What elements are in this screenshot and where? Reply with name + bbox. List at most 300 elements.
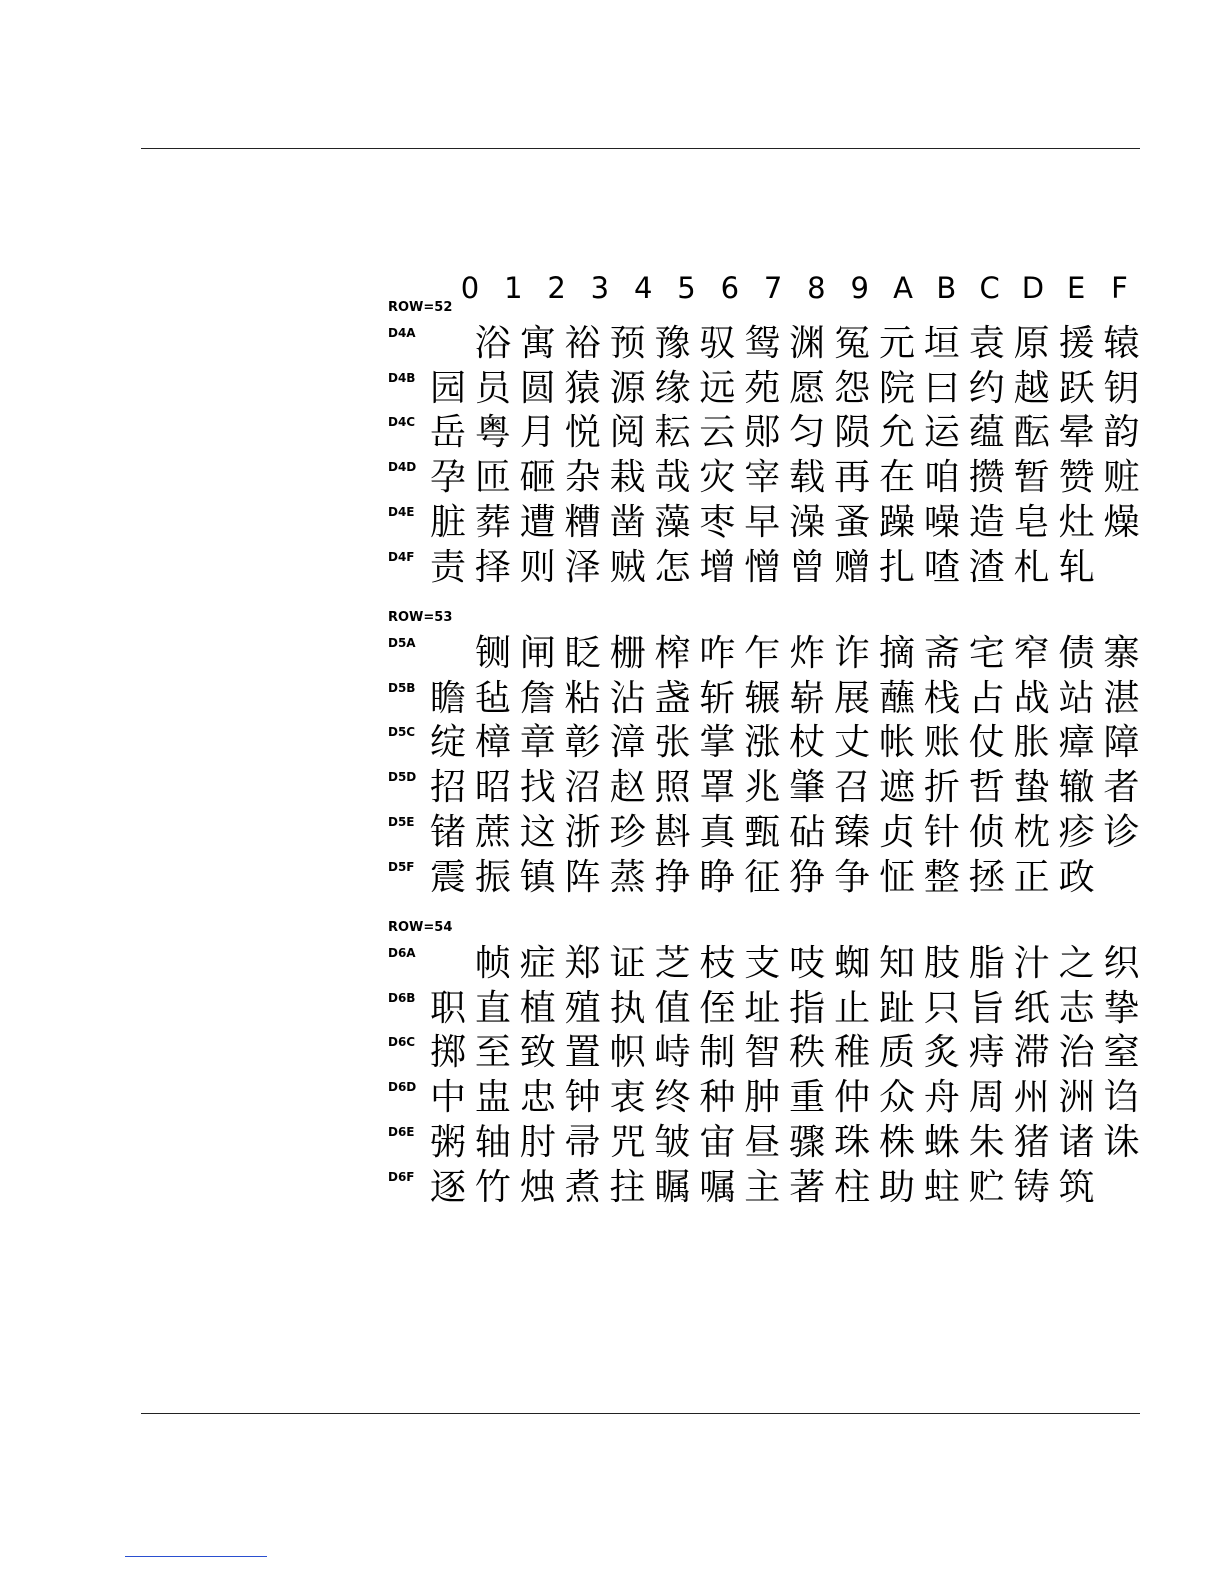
glyph-cell: 蛛 xyxy=(923,1121,960,1163)
glyph-cell: 正 xyxy=(1013,856,1050,898)
glyph-cell: 栅 xyxy=(609,633,646,674)
glyph-cell: 灾 xyxy=(699,457,736,499)
glyph-cell: 掌 xyxy=(699,722,736,764)
glyph-cell: 痔 xyxy=(968,1032,1005,1074)
glyph-cell: 砧 xyxy=(789,811,826,853)
glyph-row xyxy=(426,766,1146,810)
glyph-cell: 葬 xyxy=(474,501,511,543)
glyph-cell: 渣 xyxy=(968,546,1005,588)
glyph-cell: 债 xyxy=(1058,633,1095,674)
glyph-cell: 贮 xyxy=(968,1166,1005,1208)
glyph-cell: 载 xyxy=(789,457,826,499)
header-rule xyxy=(141,148,1140,149)
glyph-cell: 豫 xyxy=(654,323,691,364)
glyph-cell: 致 xyxy=(519,1032,556,1074)
glyph-cell: 著 xyxy=(789,1166,826,1208)
glyph-cell: 知 xyxy=(878,943,915,984)
glyph-cell: 圆 xyxy=(519,367,556,409)
glyph-cell: 仗 xyxy=(968,722,1005,764)
glyph-cell: 珠 xyxy=(834,1121,871,1163)
glyph-cell: 杂 xyxy=(564,457,601,499)
glyph-cell: 月 xyxy=(519,412,556,454)
glyph-cell: 钟 xyxy=(564,1077,601,1119)
glyph-cell: 招 xyxy=(429,767,466,809)
glyph-cell: 睁 xyxy=(699,856,736,898)
glyph-cell: 者 xyxy=(1103,767,1140,809)
glyph-cell: 张 xyxy=(654,722,691,764)
glyph-cell: 詹 xyxy=(519,677,556,719)
glyph-cell: 蘸 xyxy=(878,677,915,719)
row-code-label: D4D xyxy=(388,460,417,475)
glyph-cell: 蛰 xyxy=(1013,767,1050,809)
glyph-cell: 针 xyxy=(923,811,960,853)
glyph-cell: 赃 xyxy=(1103,457,1140,499)
glyph-cell: 执 xyxy=(609,987,646,1029)
glyph-cell: 辙 xyxy=(1058,767,1095,809)
column-header-9: 9 xyxy=(850,271,869,305)
glyph-cell: 冤 xyxy=(834,323,871,364)
glyph-cell: 真 xyxy=(699,811,736,853)
glyph-cell: 瞩 xyxy=(654,1166,691,1208)
glyph-cell: 咒 xyxy=(609,1121,646,1163)
glyph-cell: 再 xyxy=(834,457,871,499)
glyph-cell: 殖 xyxy=(564,987,601,1029)
row-code-label: D4E xyxy=(388,504,415,519)
glyph-cell: 糟 xyxy=(564,501,601,543)
glyph-cell: 郑 xyxy=(564,943,601,984)
glyph-cell: 周 xyxy=(968,1077,1005,1119)
glyph-cell: 澡 xyxy=(789,501,826,543)
glyph-cell: 疹 xyxy=(1058,811,1095,853)
glyph-cell: 站 xyxy=(1058,677,1095,719)
glyph-cell: 政 xyxy=(1058,856,1095,898)
glyph-cell: 漳 xyxy=(609,722,646,764)
column-header-2: 2 xyxy=(547,271,566,305)
glyph-cell: 猿 xyxy=(564,367,601,409)
glyph-cell: 增 xyxy=(699,546,736,588)
glyph-cell: 枝 xyxy=(699,943,736,984)
glyph-cell: 甄 xyxy=(744,811,781,853)
glyph-cell: 仲 xyxy=(834,1077,871,1119)
glyph-cell: 质 xyxy=(878,1032,915,1074)
glyph-cell: 闸 xyxy=(519,633,556,674)
glyph-cell: 原 xyxy=(1013,323,1050,364)
glyph-cell: 拄 xyxy=(609,1166,646,1208)
glyph-cell: 沼 xyxy=(564,767,601,809)
row-code-label: D6E xyxy=(388,1124,415,1139)
glyph-cell: 瞻 xyxy=(429,677,466,719)
glyph-cell: 峙 xyxy=(654,1032,691,1074)
glyph-cell: 运 xyxy=(923,412,960,454)
column-header-6: 6 xyxy=(720,271,740,305)
glyph-cell: 肘 xyxy=(519,1121,556,1163)
glyph-cell: 诛 xyxy=(1103,1121,1140,1163)
glyph-cell: 札 xyxy=(1013,546,1050,588)
glyph-cell: 众 xyxy=(878,1077,915,1119)
glyph-cell: 跃 xyxy=(1058,367,1095,409)
glyph-cell: 彰 xyxy=(564,722,601,764)
glyph-cell: 舟 xyxy=(923,1077,960,1119)
glyph-cell: 栽 xyxy=(609,457,646,499)
glyph-row xyxy=(426,501,1146,545)
glyph-cell: 皂 xyxy=(1013,501,1050,543)
glyph-cell: 喳 xyxy=(923,546,960,588)
glyph-cell: 帜 xyxy=(609,1032,646,1074)
glyph-cell: 元 xyxy=(878,323,915,364)
glyph-cell: 斟 xyxy=(654,811,691,853)
glyph-cell: 咱 xyxy=(923,457,960,499)
column-header-1: 1 xyxy=(504,271,523,305)
row-code-label: D5F xyxy=(388,859,415,874)
glyph-cell: 枕 xyxy=(1013,811,1050,853)
glyph-cell: 蛀 xyxy=(923,1166,960,1208)
glyph-cell: 蚤 xyxy=(834,501,871,543)
glyph-cell: 毡 xyxy=(474,677,511,719)
glyph-cell: 支 xyxy=(744,943,781,984)
glyph-cell: 陨 xyxy=(834,412,871,454)
glyph-cell: 窒 xyxy=(1103,1032,1140,1074)
glyph-cell: 炸 xyxy=(789,633,826,674)
glyph-cell: 照 xyxy=(654,767,691,809)
column-header-c: C xyxy=(979,271,1000,305)
glyph-cell: 忠 xyxy=(519,1077,556,1119)
glyph-cell: 栈 xyxy=(923,677,960,719)
glyph-cell: 重 xyxy=(789,1077,826,1119)
glyph-row xyxy=(426,1166,1146,1210)
glyph-cell: 折 xyxy=(923,767,960,809)
glyph-cell: 缘 xyxy=(654,367,691,409)
glyph-cell: 种 xyxy=(699,1077,736,1119)
glyph-cell: 稚 xyxy=(834,1032,871,1074)
glyph-cell: 骤 xyxy=(789,1121,826,1163)
glyph-row xyxy=(426,987,1146,1031)
glyph-cell: 遭 xyxy=(519,501,556,543)
section-label: ROW=54 xyxy=(388,920,453,935)
glyph-cell: 郧 xyxy=(744,412,781,454)
glyph-cell: 织 xyxy=(1103,943,1140,984)
glyph-cell: 皱 xyxy=(654,1121,691,1163)
glyph-row xyxy=(426,942,1146,986)
glyph-cell: 征 xyxy=(744,856,781,898)
glyph-cell: 洲 xyxy=(1058,1077,1095,1119)
glyph-cell: 蒸 xyxy=(609,856,646,898)
glyph-cell: 只 xyxy=(923,987,960,1029)
glyph-cell: 悦 xyxy=(564,412,601,454)
glyph-cell: 粘 xyxy=(564,677,601,719)
column-header-b: B xyxy=(936,271,957,305)
glyph-cell: 拯 xyxy=(968,856,1005,898)
glyph-row xyxy=(426,632,1146,676)
column-header-f: F xyxy=(1111,271,1128,305)
row-code-label: D4B xyxy=(388,370,416,385)
glyph-cell: 州 xyxy=(1013,1077,1050,1119)
glyph-cell: 帚 xyxy=(564,1121,601,1163)
row-code-label: D5D xyxy=(388,770,417,785)
glyph-cell: 秩 xyxy=(789,1032,826,1074)
column-header-8: 8 xyxy=(807,271,826,305)
glyph-row xyxy=(426,456,1146,500)
row-code-label: D6D xyxy=(388,1080,417,1095)
glyph-cell: 乍 xyxy=(744,633,781,674)
glyph-cell: 赠 xyxy=(834,546,871,588)
row-code-label: D5A xyxy=(388,636,416,650)
glyph-cell: 锗 xyxy=(429,811,466,853)
glyph-cell: 宅 xyxy=(968,633,1005,674)
row-code-label: D4A xyxy=(388,326,416,340)
column-header-a: A xyxy=(893,271,913,305)
glyph-cell: 芝 xyxy=(654,943,691,984)
glyph-cell: 则 xyxy=(519,546,556,588)
glyph-cell: 在 xyxy=(878,457,915,499)
glyph-cell: 至 xyxy=(474,1032,511,1074)
section-label: ROW=52 xyxy=(388,300,453,315)
glyph-cell: 治 xyxy=(1058,1032,1095,1074)
glyph-cell: 振 xyxy=(474,856,511,898)
glyph-cell: 吱 xyxy=(789,943,826,984)
glyph-cell: 粤 xyxy=(474,412,511,454)
glyph-cell: 赵 xyxy=(609,767,646,809)
glyph-cell: 垣 xyxy=(923,323,960,364)
glyph-cell: 轴 xyxy=(474,1121,511,1163)
row-code-label: D6F xyxy=(388,1169,415,1184)
glyph-cell: 轧 xyxy=(1058,546,1095,588)
glyph-cell: 扎 xyxy=(878,546,915,588)
row-code-label: D5E xyxy=(388,814,415,829)
glyph-cell: 匀 xyxy=(789,412,826,454)
glyph-cell: 丈 xyxy=(834,722,871,764)
glyph-cell: 战 xyxy=(1013,677,1050,719)
glyph-cell: 遮 xyxy=(878,767,915,809)
column-header-3: 3 xyxy=(590,271,610,305)
glyph-cell: 猪 xyxy=(1013,1121,1050,1163)
glyph-cell: 预 xyxy=(609,323,646,364)
glyph-cell: 煮 xyxy=(564,1166,601,1208)
glyph-cell: 云 xyxy=(699,412,736,454)
glyph-cell: 浙 xyxy=(564,811,601,853)
glyph-cell: 胀 xyxy=(1013,722,1050,764)
glyph-cell: 裕 xyxy=(564,323,601,364)
glyph-cell: 憎 xyxy=(744,546,781,588)
glyph-cell: 障 xyxy=(1103,722,1140,764)
glyph-cell: 挚 xyxy=(1103,987,1140,1029)
glyph-cell: 员 xyxy=(474,367,511,409)
glyph-cell: 晕 xyxy=(1058,412,1095,454)
glyph-cell: 责 xyxy=(429,546,466,588)
footer-link-underline[interactable] xyxy=(125,1556,267,1557)
glyph-cell: 阅 xyxy=(609,412,646,454)
glyph-cell: 镇 xyxy=(519,856,556,898)
glyph-cell: 斋 xyxy=(923,633,960,674)
glyph-cell: 酝 xyxy=(1013,412,1050,454)
glyph-cell: 肢 xyxy=(923,943,960,984)
glyph-cell: 汁 xyxy=(1013,943,1050,984)
glyph-cell: 盏 xyxy=(654,677,691,719)
glyph-cell: 铸 xyxy=(1013,1166,1050,1208)
glyph-cell: 躁 xyxy=(878,501,915,543)
glyph-cell: 症 xyxy=(519,943,556,984)
glyph-row xyxy=(426,677,1146,721)
glyph-cell: 赞 xyxy=(1058,457,1095,499)
glyph-cell: 盅 xyxy=(474,1077,511,1119)
glyph-cell: 中 xyxy=(429,1077,466,1119)
glyph-row xyxy=(426,546,1146,590)
glyph-cell: 阵 xyxy=(564,856,601,898)
glyph-cell: 寨 xyxy=(1103,633,1140,674)
glyph-cell: 嘱 xyxy=(699,1166,736,1208)
row-code-label: D5C xyxy=(388,725,416,740)
glyph-cell: 院 xyxy=(878,367,915,409)
glyph-cell: 藻 xyxy=(654,501,691,543)
glyph-row xyxy=(426,411,1146,455)
glyph-row xyxy=(426,322,1146,366)
glyph-cell: 占 xyxy=(968,677,1005,719)
glyph-cell: 寓 xyxy=(519,323,556,364)
glyph-cell: 铡 xyxy=(474,633,511,674)
column-header-e: E xyxy=(1067,271,1086,305)
glyph-cell: 涨 xyxy=(744,722,781,764)
glyph-cell: 找 xyxy=(519,767,556,809)
glyph-cell: 置 xyxy=(564,1032,601,1074)
row-code-label: D4C xyxy=(388,415,416,430)
glyph-cell: 早 xyxy=(744,501,781,543)
glyph-cell: 脂 xyxy=(968,943,1005,984)
glyph-cell: 枣 xyxy=(699,501,736,543)
glyph-cell: 止 xyxy=(834,987,871,1029)
glyph-cell: 崭 xyxy=(789,677,826,719)
glyph-cell: 址 xyxy=(744,987,781,1029)
glyph-cell: 挣 xyxy=(654,856,691,898)
glyph-cell: 樟 xyxy=(474,722,511,764)
glyph-cell: 之 xyxy=(1058,943,1095,984)
row-code-label: D6A xyxy=(388,946,416,960)
glyph-cell: 这 xyxy=(519,811,556,853)
column-header-5: 5 xyxy=(677,271,696,305)
glyph-cell: 杖 xyxy=(789,722,826,764)
glyph-cell: 苑 xyxy=(744,367,781,409)
glyph-cell: 蜘 xyxy=(834,943,871,984)
glyph-cell: 侄 xyxy=(699,987,736,1029)
glyph-cell: 宙 xyxy=(699,1121,736,1163)
glyph-cell: 诈 xyxy=(834,633,871,674)
glyph-cell: 噪 xyxy=(923,501,960,543)
glyph-cell: 援 xyxy=(1058,323,1095,364)
glyph-cell: 账 xyxy=(923,722,960,764)
glyph-cell: 帐 xyxy=(878,722,915,764)
glyph-cell: 株 xyxy=(878,1121,915,1163)
glyph-cell: 职 xyxy=(429,987,466,1029)
glyph-cell: 狰 xyxy=(789,856,826,898)
glyph-cell: 帧 xyxy=(474,943,511,984)
glyph-cell: 哉 xyxy=(654,457,691,499)
glyph-cell: 诌 xyxy=(1103,1077,1140,1119)
glyph-cell: 制 xyxy=(699,1032,736,1074)
glyph-cell: 园 xyxy=(429,367,466,409)
glyph-cell: 攒 xyxy=(968,457,1005,499)
column-header-7: 7 xyxy=(763,271,783,305)
glyph-cell: 允 xyxy=(878,412,915,454)
glyph-cell: 灶 xyxy=(1058,501,1095,543)
glyph-cell: 助 xyxy=(878,1166,915,1208)
glyph-cell: 辗 xyxy=(744,677,781,719)
glyph-cell: 罩 xyxy=(699,767,736,809)
glyph-cell: 约 xyxy=(968,367,1005,409)
glyph-cell: 趾 xyxy=(878,987,915,1029)
glyph-cell: 终 xyxy=(654,1077,691,1119)
glyph-cell: 珍 xyxy=(609,811,646,853)
glyph-cell: 蕴 xyxy=(968,412,1005,454)
glyph-cell: 滞 xyxy=(1013,1032,1050,1074)
glyph-cell: 宰 xyxy=(744,457,781,499)
glyph-cell: 智 xyxy=(744,1032,781,1074)
glyph-cell: 哲 xyxy=(968,767,1005,809)
glyph-cell: 凿 xyxy=(609,501,646,543)
glyph-cell: 诸 xyxy=(1058,1121,1095,1163)
glyph-cell: 泽 xyxy=(564,546,601,588)
glyph-row xyxy=(426,1076,1146,1120)
glyph-cell: 曾 xyxy=(789,546,826,588)
glyph-cell: 渊 xyxy=(789,323,826,364)
glyph-cell: 脏 xyxy=(429,501,466,543)
glyph-cell: 兆 xyxy=(744,767,781,809)
glyph-cell: 钥 xyxy=(1103,367,1140,409)
glyph-cell: 岳 xyxy=(429,412,466,454)
glyph-cell: 瘴 xyxy=(1058,722,1095,764)
glyph-row xyxy=(426,1121,1146,1165)
glyph-cell: 袁 xyxy=(968,323,1005,364)
row-code-label: D5B xyxy=(388,680,416,695)
glyph-cell: 昼 xyxy=(744,1121,781,1163)
glyph-cell: 怨 xyxy=(834,367,871,409)
column-header-0: 0 xyxy=(460,271,480,305)
glyph-cell: 曰 xyxy=(923,367,960,409)
glyph-cell: 源 xyxy=(609,367,646,409)
glyph-cell: 证 xyxy=(609,943,646,984)
row-code-label: D4F xyxy=(388,549,415,564)
glyph-cell: 孕 xyxy=(429,457,466,499)
glyph-cell: 辕 xyxy=(1103,323,1140,364)
glyph-cell: 耘 xyxy=(654,412,691,454)
glyph-cell: 侦 xyxy=(968,811,1005,853)
glyph-cell: 眨 xyxy=(564,633,601,674)
glyph-cell: 值 xyxy=(654,987,691,1029)
glyph-cell: 韵 xyxy=(1103,412,1140,454)
footer-rule xyxy=(141,1413,1140,1414)
glyph-row xyxy=(426,721,1146,765)
glyph-cell: 绽 xyxy=(429,722,466,764)
glyph-cell: 摘 xyxy=(878,633,915,674)
glyph-cell: 砸 xyxy=(519,457,556,499)
glyph-cell: 愿 xyxy=(789,367,826,409)
glyph-cell: 诊 xyxy=(1103,811,1140,853)
glyph-cell: 蔗 xyxy=(474,811,511,853)
row-code-label: D6B xyxy=(388,990,416,1005)
glyph-cell: 驭 xyxy=(699,323,736,364)
glyph-cell: 粥 xyxy=(429,1121,466,1163)
glyph-cell: 燥 xyxy=(1103,501,1140,543)
glyph-cell: 直 xyxy=(474,987,511,1029)
glyph-cell: 怔 xyxy=(878,856,915,898)
glyph-cell: 竹 xyxy=(474,1166,511,1208)
glyph-row xyxy=(426,856,1146,900)
glyph-cell: 沾 xyxy=(609,677,646,719)
glyph-cell: 震 xyxy=(429,856,466,898)
glyph-cell: 昭 xyxy=(474,767,511,809)
glyph-cell: 烛 xyxy=(519,1166,556,1208)
glyph-cell: 章 xyxy=(519,722,556,764)
glyph-row xyxy=(426,1031,1146,1075)
glyph-cell: 旨 xyxy=(968,987,1005,1029)
column-header-row xyxy=(448,270,1138,306)
